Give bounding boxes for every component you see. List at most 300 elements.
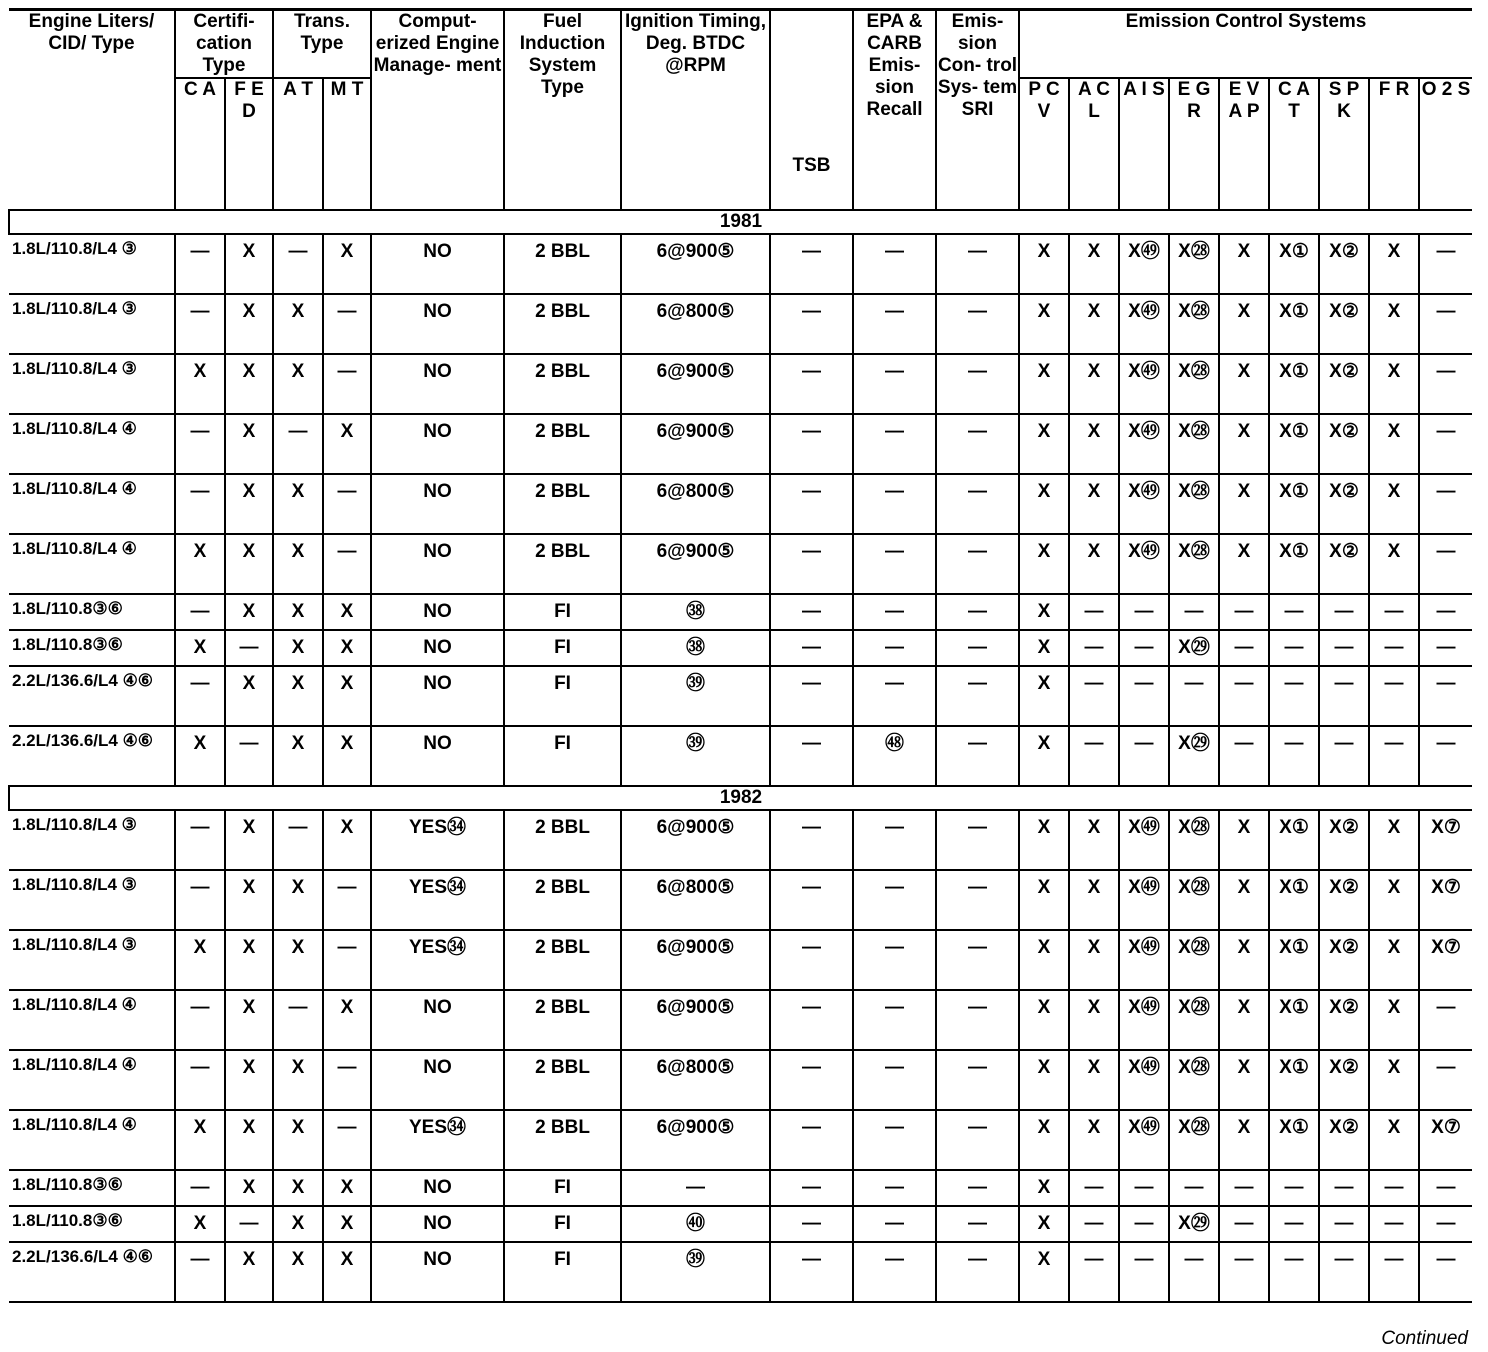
table-cell: X [225,414,273,474]
table-cell: — [1169,1170,1219,1206]
engine-cell: 1.8L/110.8/L4 ④ [9,474,175,534]
table-cell: — [936,810,1019,870]
table-cell: — [853,1242,936,1302]
table-cell: NO [371,234,504,294]
table-cell: — [1219,666,1269,726]
table-cell: X㊾ [1119,870,1169,930]
table-cell: X [323,1170,371,1206]
table-row [9,474,1472,534]
table-cell: — [1119,666,1169,726]
engine-cell: 1.8L/110.8/L4 ③ [9,354,175,414]
table-cell: — [175,1050,225,1110]
table-cell: X [175,354,225,414]
table-cell: X㊾ [1119,294,1169,354]
table-cell: — [770,1170,853,1206]
header-spk: S P K [1319,78,1369,210]
header-certification: Certifi- cation Type [175,10,273,79]
table-cell: 6@900⑤ [621,354,770,414]
table-cell: X [273,1170,323,1206]
table-row [9,726,1472,786]
table-cell: X㉘ [1169,1110,1219,1170]
table-cell: — [1419,1050,1472,1110]
table-cell: X [225,1050,273,1110]
table-cell: X㊾ [1119,1050,1169,1110]
table-cell: — [1069,630,1119,666]
table-cell: X㉘ [1169,930,1219,990]
table-cell: — [1069,1242,1119,1302]
table-cell: X [1369,810,1419,870]
table-cell: X [1019,810,1069,870]
table-cell: 2 BBL [504,810,621,870]
table-cell: X㉘ [1169,870,1219,930]
table-cell: — [1219,726,1269,786]
table-cell: X [273,630,323,666]
table-cell: X [1019,234,1069,294]
table-cell: X㉙ [1169,1206,1219,1242]
table-cell: X㉙ [1169,630,1219,666]
header-cat: C A T [1269,78,1319,210]
table-cell: X② [1319,1050,1369,1110]
table-cell: — [936,930,1019,990]
table-cell: X [225,666,273,726]
table-cell: X① [1269,1050,1319,1110]
table-cell: X [1219,930,1269,990]
table-cell: X [273,294,323,354]
table-cell: X [1219,414,1269,474]
engine-cell: 1.8L/110.8/L4 ④ [9,534,175,594]
table-cell: — [1419,1170,1472,1206]
table-cell: — [323,534,371,594]
table-cell: 2 BBL [504,414,621,474]
table-cell: X [323,594,371,630]
table-cell: 6@900⑤ [621,810,770,870]
table-cell: — [1369,594,1419,630]
table-cell: — [175,810,225,870]
table-row [9,666,1472,726]
table-cell: X② [1319,870,1369,930]
table-cell: NO [371,474,504,534]
table-cell: — [1119,630,1169,666]
table-cell: X [273,726,323,786]
table-cell: — [175,870,225,930]
table-cell: X [1219,474,1269,534]
table-cell: X [225,990,273,1050]
table-cell: — [1069,726,1119,786]
table-cell: NO [371,726,504,786]
header-at: A T [273,78,323,210]
table-cell: X① [1269,354,1319,414]
table-cell: X② [1319,354,1369,414]
table-cell: YES㉞ [371,810,504,870]
table-cell: X [225,234,273,294]
table-cell: — [1419,630,1472,666]
table-cell: — [175,666,225,726]
engine-cell: 1.8L/110.8③⑥ [9,1206,175,1242]
header-fed: F E D [225,78,273,210]
table-cell: X [1219,810,1269,870]
table-cell: — [853,414,936,474]
table-cell: X [1069,474,1119,534]
table-cell: — [175,294,225,354]
table-cell: X [1019,870,1069,930]
table-cell: X [225,594,273,630]
table-cell: — [936,594,1019,630]
table-cell: — [936,534,1019,594]
table-cell: YES㉞ [371,930,504,990]
table-cell: — [1319,1206,1369,1242]
table-cell: — [936,414,1019,474]
table-cell: — [273,990,323,1050]
table-cell: — [770,1110,853,1170]
table-cell: X [1369,474,1419,534]
table-cell: ㊴ [621,1242,770,1302]
table-cell: X [1019,930,1069,990]
table-cell: — [770,594,853,630]
table-cell: — [853,234,936,294]
table-cell: — [853,1050,936,1110]
table-cell: X [225,870,273,930]
table-cell: — [323,870,371,930]
table-cell: X [273,534,323,594]
table-cell: X㉘ [1169,810,1219,870]
year-row [9,210,1472,234]
table-cell: FI [504,666,621,726]
table-cell: — [853,354,936,414]
table-cell: X [1019,534,1069,594]
table-cell: X [1069,870,1119,930]
table-cell: — [175,474,225,534]
table-cell: X② [1319,474,1369,534]
table-cell: X㉘ [1169,474,1219,534]
table-cell: — [323,1110,371,1170]
table-cell: — [936,1242,1019,1302]
table-row [9,534,1472,594]
table-cell: X [323,990,371,1050]
table-cell: X [225,534,273,594]
table-cell: — [1419,294,1472,354]
table-cell: 2 BBL [504,534,621,594]
table-cell: 2 BBL [504,1050,621,1110]
table-cell: X [323,630,371,666]
table-cell: 6@800⑤ [621,474,770,534]
table-cell: X㊾ [1119,990,1169,1050]
table-cell: ㊴ [621,666,770,726]
table-cell: X [1219,234,1269,294]
table-cell: — [1369,630,1419,666]
table-row [9,1170,1472,1206]
table-cell: X [1019,1206,1069,1242]
table-cell: — [175,1170,225,1206]
table-cell: — [1169,666,1219,726]
engine-cell: 1.8L/110.8/L4 ③ [9,294,175,354]
table-cell: NO [371,1170,504,1206]
table-cell: — [1269,1170,1319,1206]
table-cell: NO [371,1242,504,1302]
table-cell: — [1419,474,1472,534]
table-cell: — [770,294,853,354]
table-cell: X [1019,1110,1069,1170]
table-cell: X [175,1110,225,1170]
table-cell: X① [1269,414,1319,474]
table-cell: — [770,534,853,594]
table-cell: — [770,414,853,474]
table-cell: X㊾ [1119,1110,1169,1170]
engine-cell: 1.8L/110.8③⑥ [9,594,175,630]
table-cell: 2 BBL [504,294,621,354]
table-cell: — [1219,1206,1269,1242]
table-cell: — [1419,414,1472,474]
table-cell: — [323,474,371,534]
table-cell: X [225,1110,273,1170]
table-cell: — [936,1206,1019,1242]
table-cell: — [770,1242,853,1302]
table-cell: NO [371,630,504,666]
table-cell: — [1169,1242,1219,1302]
header-egr: E G R [1169,78,1219,210]
table-cell: X [1069,1050,1119,1110]
table-cell: FI [504,1242,621,1302]
table-cell: — [273,414,323,474]
table-cell: X② [1319,234,1369,294]
table-cell: 6@900⑤ [621,1110,770,1170]
table-cell: — [1369,666,1419,726]
table-cell: 2 BBL [504,474,621,534]
table-row [9,1242,1472,1302]
table-cell: X㉘ [1169,234,1219,294]
table-cell: 2 BBL [504,234,621,294]
table-cell: 6@800⑤ [621,1050,770,1110]
table-cell: X① [1269,294,1319,354]
table-cell: X [175,1206,225,1242]
header-mt: M T [323,78,371,210]
engine-cell: 1.8L/110.8/L4 ④ [9,414,175,474]
table-cell: 2 BBL [504,930,621,990]
table-cell: — [770,474,853,534]
table-cell: X⑦ [1419,1110,1472,1170]
table-cell: — [1369,1206,1419,1242]
table-cell: X [1069,414,1119,474]
table-cell: — [853,666,936,726]
table-cell: X [1069,534,1119,594]
table-cell: — [1169,594,1219,630]
table-cell: — [323,930,371,990]
table-cell: — [770,990,853,1050]
table-cell: X② [1319,930,1369,990]
table-cell: 2 BBL [504,354,621,414]
emission-spec-table [8,8,1472,1303]
table-cell: — [1419,234,1472,294]
table-cell: X㊾ [1119,534,1169,594]
table-cell: X [1219,990,1269,1050]
engine-cell: 1.8L/110.8/L4 ③ [9,870,175,930]
header-trans-type: Trans. Type [273,10,371,79]
table-row [9,1050,1472,1110]
table-cell: X㊾ [1119,474,1169,534]
table-row [9,870,1472,930]
engine-cell: 1.8L/110.8/L4 ③ [9,234,175,294]
table-cell: X [225,1242,273,1302]
table-cell: X⑦ [1419,810,1472,870]
table-cell: — [1319,630,1369,666]
table-cell: X [323,726,371,786]
table-cell: — [225,726,273,786]
table-cell: X㉙ [1169,726,1219,786]
table-cell: ㊽ [853,726,936,786]
table-cell: X㉘ [1169,534,1219,594]
table-cell: X [1019,1242,1069,1302]
table-row [9,930,1472,990]
header-o2s: O 2 S [1419,78,1472,210]
table-cell: X [1019,474,1069,534]
table-cell: — [936,870,1019,930]
table-cell: — [936,474,1019,534]
table-cell: X [273,474,323,534]
table-row [9,414,1472,474]
table-cell: X [1369,1110,1419,1170]
table-cell: X [1369,354,1419,414]
table-cell: — [853,1206,936,1242]
table-cell: X [1219,354,1269,414]
table-cell: — [273,810,323,870]
table-cell: X [273,930,323,990]
table-cell: X① [1269,234,1319,294]
table-cell: X [1219,294,1269,354]
table-cell: NO [371,414,504,474]
year-label: 1981 [9,210,1472,234]
table-cell: X [1019,666,1069,726]
table-header [9,10,1472,211]
table-cell: — [936,666,1019,726]
table-cell: X [1369,930,1419,990]
table-cell: X [225,810,273,870]
table-cell: 6@900⑤ [621,414,770,474]
table-cell: — [1369,1170,1419,1206]
table-cell: X [1369,870,1419,930]
table-cell: NO [371,354,504,414]
table-cell: X① [1269,1110,1319,1170]
header-fuel-induction: Fuel Induction System Type [504,10,621,211]
table-row [9,630,1472,666]
table-cell: NO [371,990,504,1050]
header-engine: Engine Liters/ CID/ Type [9,10,175,211]
table-row [9,234,1472,294]
table-cell: X⑦ [1419,930,1472,990]
table-cell: — [853,534,936,594]
table-cell: X [1069,1110,1119,1170]
table-cell: — [770,870,853,930]
table-cell: — [853,630,936,666]
engine-cell: 2.2L/136.6/L4 ④⑥ [9,666,175,726]
table-cell: — [1319,666,1369,726]
table-cell: — [936,630,1019,666]
table-row [9,810,1472,870]
table-cell: 6@800⑤ [621,870,770,930]
table-cell: NO [371,1050,504,1110]
table-cell: X② [1319,810,1369,870]
table-cell: — [770,726,853,786]
header-computerized: Comput- erized Engine Manage- ment [371,10,504,211]
table-cell: — [770,810,853,870]
table-cell: X [1219,870,1269,930]
table-cell: — [1069,594,1119,630]
table-row [9,354,1472,414]
table-cell: X [1069,234,1119,294]
table-cell: — [853,594,936,630]
table-cell: X㉘ [1169,294,1219,354]
table-cell: — [770,930,853,990]
table-cell: X [175,630,225,666]
table-cell: X [1369,294,1419,354]
table-cell: X [1019,414,1069,474]
table-cell: X [323,810,371,870]
table-body [9,210,1472,1302]
table-cell: — [1369,1242,1419,1302]
year-row [9,786,1472,810]
table-cell: — [225,1206,273,1242]
table-cell: — [175,990,225,1050]
table-cell: — [853,990,936,1050]
table-cell: X㊾ [1119,810,1169,870]
table-cell: — [770,1050,853,1110]
engine-cell: 1.8L/110.8③⑥ [9,630,175,666]
table-cell: — [1419,354,1472,414]
table-cell: NO [371,1206,504,1242]
table-cell: — [936,234,1019,294]
table-cell: — [1219,594,1269,630]
table-cell: — [1069,1170,1119,1206]
table-cell: X [1369,234,1419,294]
table-cell: FI [504,630,621,666]
table-cell: YES㉞ [371,1110,504,1170]
table-cell: X [175,930,225,990]
table-cell: X [273,1110,323,1170]
table-cell: — [175,594,225,630]
table-cell: — [1269,1206,1319,1242]
table-cell: — [1319,594,1369,630]
table-cell: X [273,1242,323,1302]
table-cell: X㉘ [1169,990,1219,1050]
table-cell: — [936,1170,1019,1206]
table-cell: X [1019,354,1069,414]
table-cell: — [1419,1242,1472,1302]
table-cell: X① [1269,474,1319,534]
table-cell: — [175,234,225,294]
table-cell: X [1369,534,1419,594]
table-cell: — [621,1170,770,1206]
table-cell: — [936,726,1019,786]
table-cell: X [1069,990,1119,1050]
table-cell: X [273,870,323,930]
table-cell: — [1319,1170,1369,1206]
header-epa-recall: EPA & CARB Emis- sion Recall [853,10,936,211]
table-cell: X [323,1206,371,1242]
table-cell: — [1419,990,1472,1050]
table-cell: X [273,1206,323,1242]
table-cell: NO [371,594,504,630]
table-cell: — [1069,666,1119,726]
table-cell: — [1269,594,1319,630]
table-cell: — [1369,726,1419,786]
table-cell: ㊳ [621,630,770,666]
table-cell: 6@900⑤ [621,234,770,294]
table-cell: — [853,474,936,534]
table-cell: X① [1269,534,1319,594]
header-ignition-timing: Ignition Timing, Deg. BTDC @RPM [621,10,770,211]
table-cell: — [1119,594,1169,630]
table-cell: NO [371,666,504,726]
engine-cell: 2.2L/136.6/L4 ④⑥ [9,726,175,786]
table-cell: X [323,414,371,474]
